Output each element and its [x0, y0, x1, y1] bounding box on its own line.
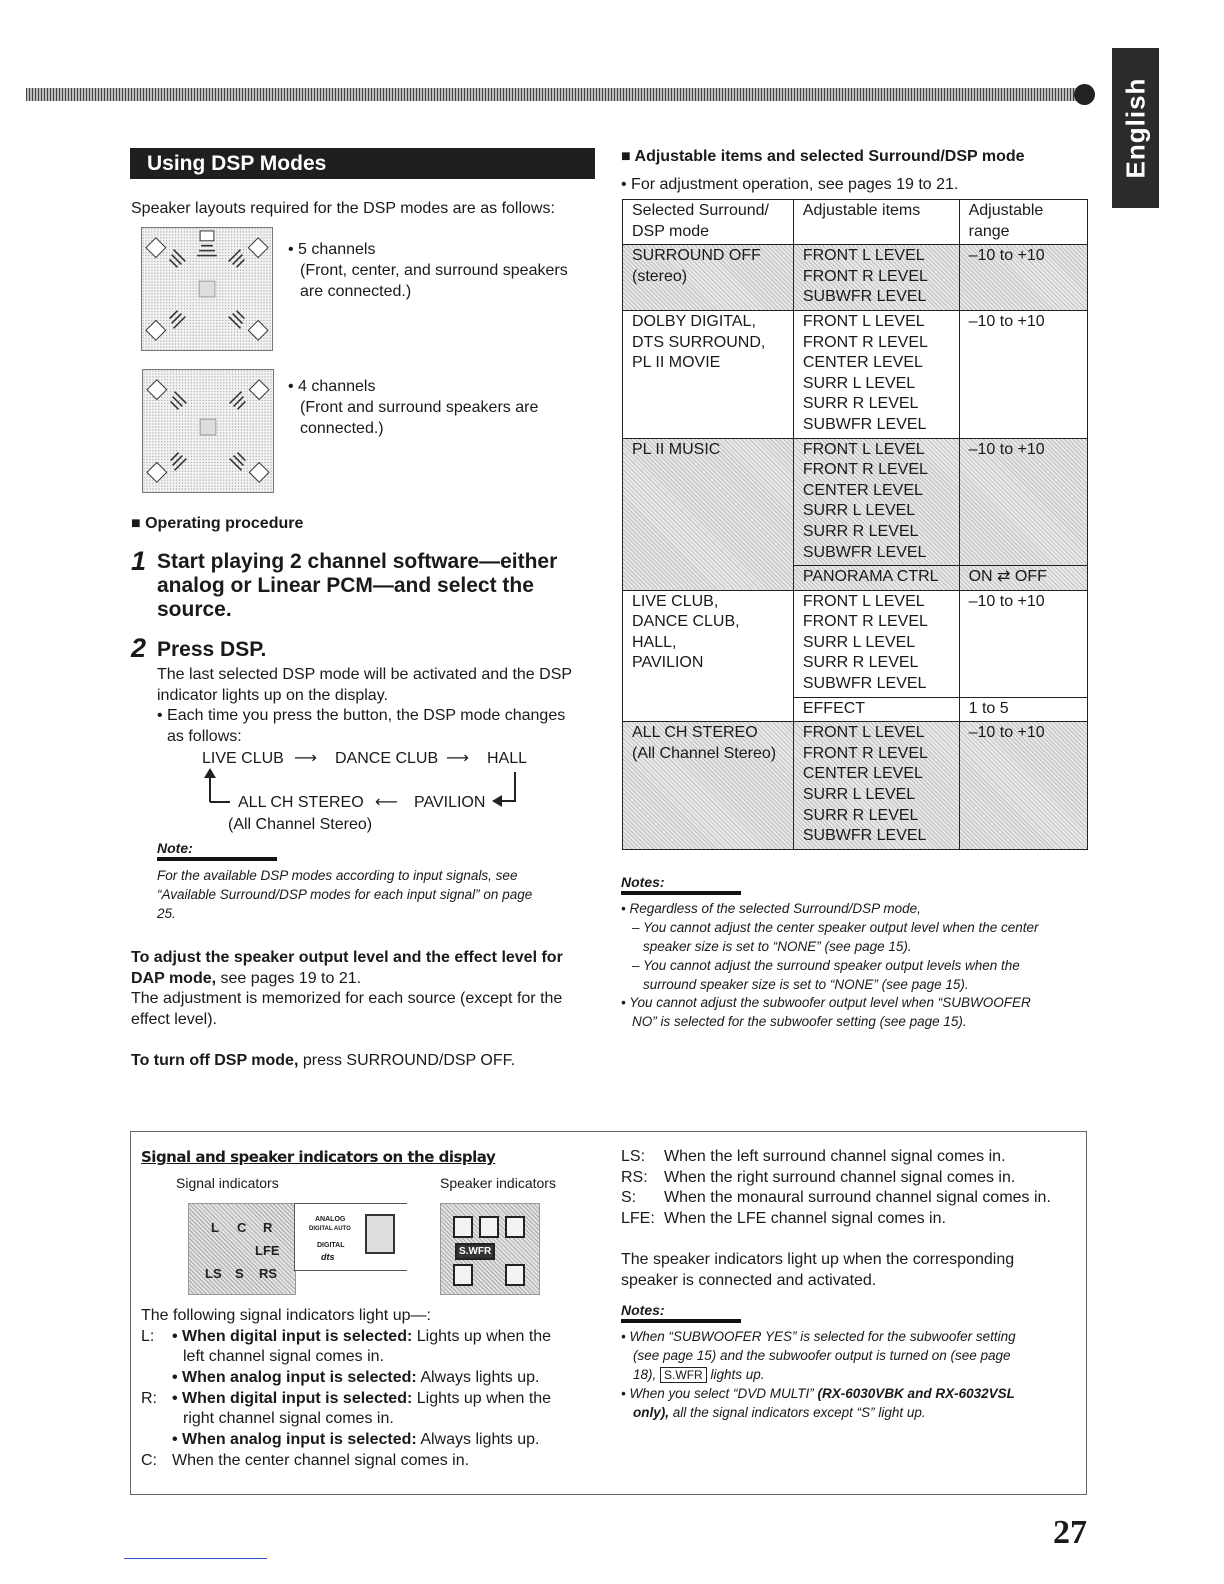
- box-notes-label: Notes:: [621, 1302, 665, 1318]
- table-header-cell: [793, 200, 959, 245]
- table-item-text: FRONT L LEVEL: [802, 440, 925, 458]
- box-note-2a-bold: (RX-6030VBK and RX-6032VSL: [817, 1386, 1015, 1401]
- adjustable-sub: • For adjustment operation, see pages 19 to 21.: [621, 176, 959, 193]
- step-2-body-2: indicator lights up on the display.: [157, 687, 388, 704]
- step-2-number: 2: [131, 633, 147, 663]
- def-LFE-text: When the LFE channel signal comes in.: [664, 1210, 946, 1227]
- table-item-text: SUBWFR LEVEL: [802, 675, 927, 693]
- table-mode-cell: [623, 438, 794, 590]
- speaker-indicator-display: [440, 1203, 540, 1295]
- def-R-1: [172, 1389, 551, 1410]
- language-tab: [1112, 48, 1159, 208]
- def-LFE-key: LFE:: [621, 1210, 655, 1227]
- table-item-text: FRONT L LEVEL: [802, 247, 925, 265]
- table-mode-text: PL II MUSIC: [632, 440, 721, 458]
- intro-text: Speaker layouts required for the DSP modes are as follows:: [131, 200, 555, 217]
- speaker-center-icon: [479, 1216, 499, 1238]
- step-2-title: Press DSP.: [157, 638, 267, 661]
- ind-dts: dts: [321, 1252, 335, 1262]
- box-title: Signal and speaker indicators on the display: [141, 1148, 496, 1166]
- def-R-2-rest: Always lights up.: [416, 1431, 540, 1448]
- note-line-2: “Available Surround/DSP modes for each input signal” on page: [157, 887, 533, 902]
- step-2-bullet-1: • Each time you press the button, the DSP mode changes: [157, 707, 566, 724]
- ind-C: C: [237, 1220, 247, 1235]
- def-LS-key: LS:: [621, 1148, 646, 1165]
- box-note-2a: [621, 1384, 1015, 1403]
- speaker-front-left-icon: [453, 1216, 473, 1238]
- def-L-2: [172, 1368, 539, 1389]
- signal-indicator-display: [188, 1203, 296, 1295]
- table-item-text: FRONT R LEVEL: [802, 613, 928, 631]
- speaker-para-1: The speaker indicators light up when the corresponding: [621, 1251, 1015, 1268]
- signal-indicators-label: Signal indicators: [176, 1175, 279, 1191]
- table-mode-text: (All Channel Stereo): [632, 744, 777, 762]
- table-items-cell: [793, 438, 959, 566]
- adjustable-heading: ■ Adjustable items and selected Surround/DSP mode: [621, 148, 1025, 165]
- table-items-cell: [793, 722, 959, 850]
- def-S-text: When the monaural surround channel signal comes in.: [664, 1189, 1051, 1206]
- notes-line-1: • Regardless of the selected Surround/DSP mode,: [621, 901, 921, 916]
- speaker-para-2: speaker is connected and activated.: [621, 1272, 877, 1289]
- note-bar: [157, 857, 277, 861]
- def-LS-text: When the left surround channel signal comes in.: [664, 1148, 1006, 1165]
- layout-4ch-desc-1: (Front and surround speakers are: [300, 399, 539, 416]
- table-header-text: range: [968, 222, 1010, 240]
- table-mode-text: SURROUND OFF: [632, 247, 761, 265]
- def-L-1-cont: left channel signal comes in.: [183, 1348, 384, 1365]
- table-items-cell: [793, 310, 959, 438]
- table-items-cell: [793, 566, 959, 591]
- table-item-text: SUBWFR LEVEL: [802, 827, 927, 845]
- ind-digital-auto: DIGITAL AUTO: [309, 1226, 351, 1232]
- procedure-heading: ■ Operating procedure: [131, 515, 304, 532]
- table-range-cell: [959, 566, 1087, 591]
- notes-line-6: • You cannot adjust the subwoofer output level when “SUBWOOFER: [621, 995, 1031, 1010]
- table-item-text: CENTER LEVEL: [802, 481, 923, 499]
- adjust-heading: To adjust the speaker output level and the effect level for: [131, 949, 563, 966]
- cycle-all-ch-stereo-sub: (All Channel Stereo): [228, 816, 373, 833]
- ind-RS: RS: [259, 1266, 278, 1281]
- def-L-1-rest: Lights up when the: [412, 1328, 552, 1345]
- table-row: [623, 590, 1088, 697]
- input-indicator-panel: [294, 1203, 407, 1271]
- step-2-bullet-2: as follows:: [167, 728, 242, 745]
- table-item-text: CENTER LEVEL: [802, 765, 923, 783]
- table-item-text: SURR L LEVEL: [802, 374, 916, 392]
- table-header-text: Selected Surround/: [632, 202, 769, 219]
- ind-analog: ANALOG: [315, 1216, 346, 1223]
- footer-line: [124, 1558, 267, 1559]
- table-range-cell: [959, 310, 1087, 438]
- turn-off-bold: To turn off DSP mode,: [131, 1052, 299, 1069]
- def-RS-text: When the right surround channel signal comes in.: [664, 1169, 1016, 1186]
- table-item-text: FRONT R LEVEL: [802, 461, 928, 479]
- note-line-3: 25.: [157, 906, 176, 921]
- level-meter-icon: [365, 1214, 395, 1254]
- def-C-key: C:: [141, 1452, 157, 1469]
- table-item-text: FRONT R LEVEL: [802, 267, 928, 285]
- notes-line-5: surround speaker size is set to “NONE” (see page 15).: [643, 977, 969, 992]
- speaker-layout-4ch-icon: [142, 369, 274, 493]
- ind-R: R: [263, 1220, 273, 1235]
- table-mode-text: HALL,: [632, 633, 677, 651]
- step-2-body-1: The last selected DSP mode will be activated and the DSP: [157, 666, 573, 683]
- step-1-line-3: source.: [157, 598, 232, 621]
- table-mode-cell: [623, 722, 794, 850]
- table-item-text: FRONT R LEVEL: [802, 744, 928, 762]
- top-rule: [26, 88, 1080, 101]
- cycle-hall: HALL: [487, 750, 528, 767]
- layout-5ch-desc-1: (Front, center, and surround speakers: [300, 262, 568, 279]
- table-item-text: SURR R LEVEL: [802, 395, 919, 413]
- table-item-text: SURR R LEVEL: [802, 806, 919, 824]
- cycle-live-club: LIVE CLUB: [202, 750, 284, 767]
- table-header-text: DSP mode: [632, 222, 710, 240]
- adjustable-items-table: [622, 199, 1088, 850]
- table-row: [623, 310, 1088, 438]
- adjust-dap-mode: DAP mode,: [131, 970, 217, 987]
- table-mode-text: DTS SURROUND,: [632, 333, 766, 351]
- table-items-cell: [793, 590, 959, 697]
- step-1-number: 1: [131, 546, 147, 576]
- layout-5ch-desc-2: are connected.): [300, 283, 412, 300]
- notes-line-7: NO” is selected for the subwoofer setting (see page 15).: [632, 1014, 967, 1029]
- ind-LS: LS: [205, 1266, 222, 1281]
- adjust-line-4: effect level).: [131, 1011, 217, 1028]
- cycle-dance-club: DANCE CLUB: [335, 750, 439, 767]
- table-item-text: FRONT L LEVEL: [802, 724, 925, 742]
- def-R-1-rest: Lights up when the: [412, 1390, 552, 1407]
- table-mode-cell: [623, 590, 794, 722]
- table-mode-cell: [623, 310, 794, 438]
- table-mode-cell: [623, 245, 794, 311]
- table-item-text: SURR R LEVEL: [802, 522, 919, 540]
- table-item-text: SURR L LEVEL: [802, 502, 916, 520]
- box-note-1c-pre: 18),: [633, 1367, 657, 1382]
- note-label: Note:: [157, 840, 193, 856]
- table-item-text: SUBWFR LEVEL: [802, 415, 927, 433]
- speaker-layout-5ch-icon: [141, 227, 273, 351]
- def-L-2-rest: Always lights up.: [416, 1369, 540, 1386]
- table-item-text: SUBWFR LEVEL: [802, 543, 927, 561]
- box-note-1a: • When “SUBWOOFER YES” is selected for the subwoofer setting: [621, 1329, 1016, 1344]
- box-note-1c-post: lights up.: [706, 1367, 765, 1382]
- page-number: 27: [1053, 1514, 1087, 1551]
- table-range-text: 1 to 5: [968, 699, 1009, 717]
- table-item-text: SURR L LEVEL: [802, 786, 916, 804]
- ind-L: L: [211, 1220, 219, 1235]
- table-range-cell: [959, 722, 1087, 850]
- layout-5ch-title: • 5 channels: [288, 241, 376, 258]
- cycle-all-ch-stereo: ALL CH STEREO: [238, 794, 364, 811]
- table-range-cell: [959, 438, 1087, 566]
- swfr-indicator-icon: S.WFR: [660, 1367, 707, 1383]
- step-1-line-1: Start playing 2 channel software—either: [157, 550, 558, 573]
- table-header-cell: [959, 200, 1087, 245]
- table-mode-text: DOLBY DIGITAL,: [632, 312, 756, 330]
- table-item-text: SURR L LEVEL: [802, 633, 916, 651]
- top-rule-dot: [1074, 84, 1095, 105]
- step-1-line-2: analog or Linear PCM—and select the: [157, 574, 534, 597]
- table-mode-text: (stereo): [632, 267, 688, 285]
- notes-line-2: – You cannot adjust the center speaker output level when the center: [632, 920, 1039, 935]
- table-items-cell: [793, 245, 959, 311]
- table-item-text: SUBWFR LEVEL: [802, 288, 927, 306]
- table-range-text: –10 to +10: [968, 724, 1045, 742]
- table-mode-text: PAVILION: [632, 654, 704, 672]
- def-R-1-bold: • When digital input is selected:: [172, 1390, 413, 1407]
- notes-line-4: – You cannot adjust the surround speaker output levels when the: [632, 958, 1020, 973]
- layout-4ch-desc-2: connected.): [300, 420, 384, 437]
- speaker-front-right-icon: [505, 1216, 525, 1238]
- table-header-cell: [623, 200, 794, 245]
- notes-bar: [621, 891, 741, 895]
- table-mode-text: PL II MOVIE: [632, 354, 721, 372]
- def-L-key: L:: [141, 1328, 155, 1345]
- def-C-text: When the center channel signal comes in.: [172, 1452, 470, 1469]
- box-note-1c: [633, 1365, 765, 1384]
- turn-off-rest: press SURROUND/DSP OFF.: [298, 1052, 516, 1069]
- table-item-text: FRONT L LEVEL: [802, 592, 925, 610]
- table-row: [623, 722, 1088, 850]
- table-range-text: ON ⇄ OFF: [968, 568, 1047, 586]
- cycle-return-arrows: [200, 768, 530, 808]
- table-range-cell: [959, 590, 1087, 697]
- table-header-text: Adjustable items: [802, 202, 921, 219]
- table-range-cell: [959, 697, 1087, 722]
- table-mode-text: ALL CH STEREO: [632, 724, 758, 742]
- notes-label: Notes:: [621, 874, 665, 890]
- def-L-1-bold: • When digital input is selected:: [172, 1328, 413, 1345]
- def-R-2: [172, 1430, 539, 1451]
- table-header-text: Adjustable: [968, 202, 1044, 219]
- adjust-pages: see pages 19 to 21.: [216, 970, 362, 987]
- box-note-2b: [633, 1403, 926, 1422]
- def-R-1-cont: right channel signal comes in.: [183, 1410, 394, 1427]
- table-range-text: –10 to +10: [968, 247, 1045, 265]
- note-line-1: For the available DSP modes according to input signals, see: [157, 868, 518, 883]
- table-range-text: –10 to +10: [968, 592, 1045, 610]
- turn-off-dsp: [131, 1051, 515, 1072]
- box-note-2a-pre: • When you select “DVD MULTI”: [621, 1386, 818, 1401]
- table-item-text: PANORAMA CTRL: [802, 568, 939, 586]
- table-mode-text: LIVE CLUB,: [632, 592, 719, 610]
- def-R-2-bold: • When analog input is selected:: [172, 1431, 417, 1448]
- table-item-text: EFFECT: [802, 699, 866, 717]
- table-range-cell: [959, 245, 1087, 311]
- table-range-text: –10 to +10: [968, 312, 1045, 330]
- notes-line-3: speaker size is set to “NONE” (see page 15).: [643, 939, 912, 954]
- cycle-pavilion: PAVILION: [414, 794, 486, 811]
- table-range-text: –10 to +10: [968, 440, 1045, 458]
- adjust-line-2: [131, 969, 361, 990]
- adjust-line-3: The adjustment is memorized for each source (except for the: [131, 990, 563, 1007]
- def-L-1: [172, 1327, 551, 1348]
- box-note-2b-bold: only),: [633, 1405, 669, 1420]
- box-note-1b: (see page 15) and the subwoofer output is turned on (see page: [633, 1348, 1011, 1363]
- speaker-surround-left-icon: [453, 1264, 473, 1286]
- def-L-2-bold: • When analog input is selected:: [172, 1369, 417, 1386]
- ind-LFE: LFE: [255, 1243, 280, 1258]
- ind-digital: DIGITAL: [317, 1242, 345, 1249]
- cycle-arrow-3: ⟵: [375, 794, 398, 811]
- cycle-arrow-1: ⟶: [294, 750, 317, 767]
- table-item-text: SURR R LEVEL: [802, 654, 919, 672]
- table-mode-text: DANCE CLUB,: [632, 613, 740, 631]
- table-item-text: FRONT L LEVEL: [802, 312, 925, 330]
- cycle-arrow-2: ⟶: [446, 750, 469, 767]
- speaker-surround-right-icon: [505, 1264, 525, 1286]
- table-header-row: [623, 200, 1088, 245]
- speaker-subwoofer-indicator: S.WFR: [455, 1243, 495, 1260]
- layout-4ch-title: • 4 channels: [288, 378, 376, 395]
- ind-S: S: [235, 1266, 244, 1281]
- table-item-text: CENTER LEVEL: [802, 354, 923, 372]
- box-note-2b-rest: all the signal indicators except “S” light up.: [669, 1405, 926, 1420]
- section-title: Using DSP Modes: [130, 148, 595, 179]
- speaker-indicators-label: Speaker indicators: [440, 1175, 556, 1191]
- table-item-text: FRONT R LEVEL: [802, 333, 928, 351]
- table-row: [623, 245, 1088, 311]
- table-items-cell: [793, 697, 959, 722]
- def-RS-key: RS:: [621, 1169, 648, 1186]
- box-notes-bar: [621, 1319, 741, 1323]
- box-intro: The following signal indicators light up—:: [141, 1307, 431, 1324]
- def-S-key: S:: [621, 1189, 637, 1206]
- table-row: [623, 438, 1088, 566]
- def-R-key: R:: [141, 1390, 157, 1407]
- language-tab-label: English: [1120, 77, 1150, 179]
